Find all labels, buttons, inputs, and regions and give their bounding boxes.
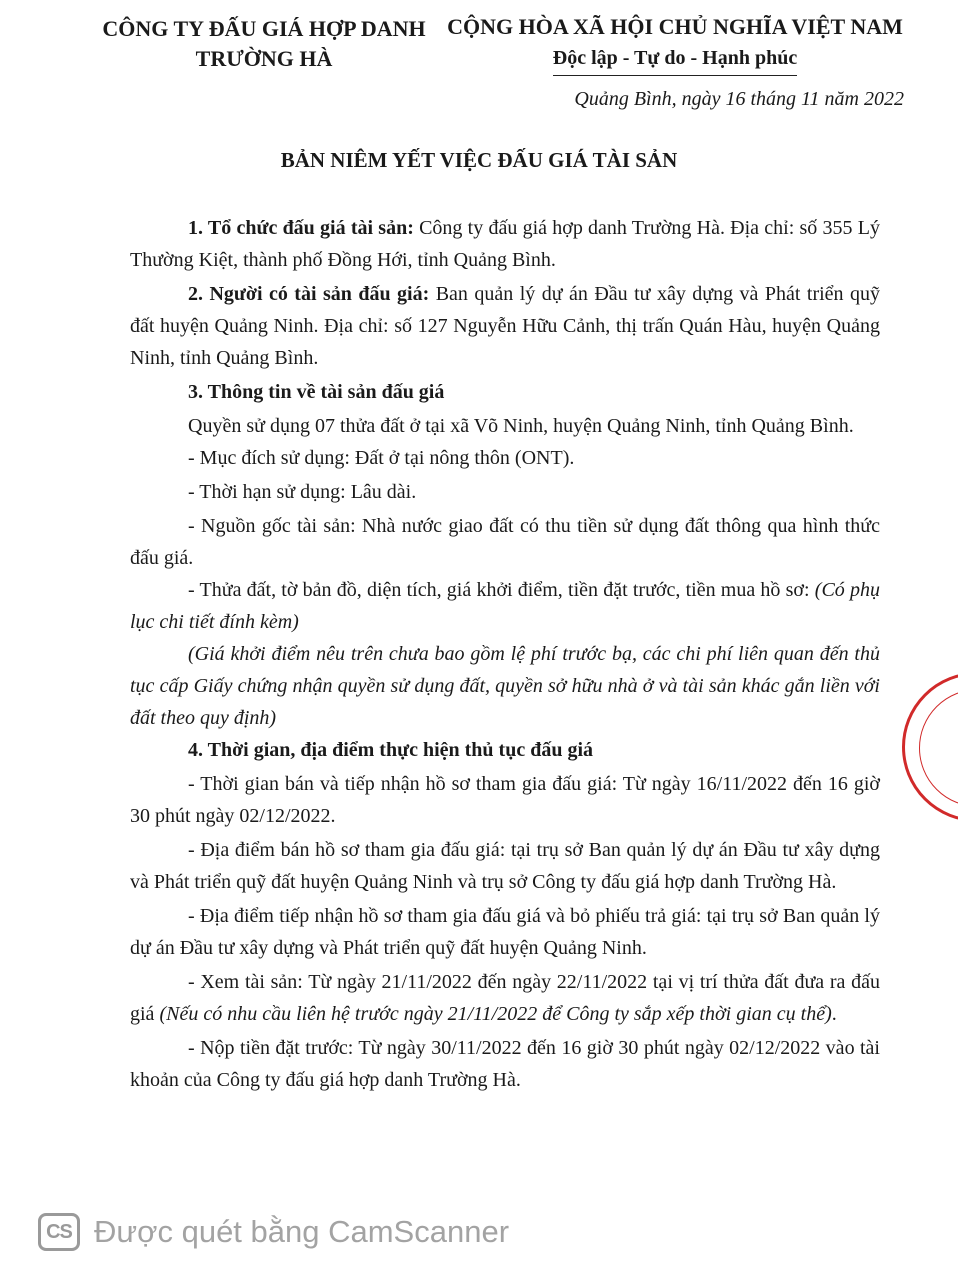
view-asset bbox=[130, 966, 880, 1030]
view-asset-end: . bbox=[831, 1003, 837, 1025]
section-1-label: 1. Tổ chức đấu giá tài sản: bbox=[188, 217, 414, 239]
view-asset-note: (Nếu có nhu cầu liên hệ trước ngày 21/11/2022 để Công ty sắp xếp thời gian cụ thể) bbox=[159, 1003, 832, 1025]
nation-name: CỘNG HÒA XÃ HỘI CHỦ NGHĨA VIỆT NAM bbox=[447, 14, 903, 39]
sale-time: - Thời gian bán và tiếp nhận hồ sơ tham gia đấu giá: Từ ngày 16/11/2022 đến 16 giờ 30 phút ngày 02/12/2022. bbox=[130, 773, 880, 827]
national-header bbox=[440, 12, 910, 76]
view-asset-text: - Xem tài sản: Từ ngày 21/11/2022 đến ngày 22/11/2022 tại vị trí thửa đất đưa ra đấu giá bbox=[130, 971, 880, 1025]
section-3-label: 3. Thông tin về tài sản đấu giá bbox=[188, 381, 445, 403]
section-1 bbox=[130, 212, 880, 276]
receive-place: - Địa điểm tiếp nhận hồ sơ tham gia đấu giá và bỏ phiếu trả giá: tại trụ sở Ban quản lý dự án Đầu tư xây dựng và Phát triển quỹ đất huyện Quảng Ninh. bbox=[130, 905, 880, 959]
scanner-watermark bbox=[38, 1208, 509, 1256]
asset-origin: - Nguồn gốc tài sản: Nhà nước giao đất có thu tiền sử dụng đất thông qua hình thức đấu giá. bbox=[130, 515, 880, 569]
motto: Độc lập - Tự do - Hạnh phúc bbox=[553, 43, 797, 76]
asset-parcels-note: (Có phụ lục chi tiết đính kèm) bbox=[130, 579, 880, 633]
deposit: - Nộp tiền đặt trước: Từ ngày 30/11/2022 đến 16 giờ 30 phút ngày 02/12/2022 vào tài khoản của Công ty đấu giá hợp danh Trường Hà. bbox=[130, 1037, 880, 1091]
asset-parcels-text: - Thửa đất, tờ bản đồ, diện tích, giá khởi điểm, tiền đặt trước, tiền mua hồ sơ: bbox=[188, 579, 815, 601]
section-2 bbox=[130, 278, 880, 374]
place-date: Quảng Bình, ngày 16 tháng 11 năm 2022 bbox=[574, 88, 904, 110]
section-1-text: Công ty đấu giá hợp danh Trường Hà. Địa chỉ: số 355 Lý Thường Kiệt, thành phố Đồng Hới, tỉnh Quảng Bình. bbox=[130, 217, 880, 271]
section-4-label: 4. Thời gian, địa điểm thực hiện thủ tục đấu giá bbox=[188, 739, 594, 761]
sale-place: - Địa điểm bán hồ sơ tham gia đấu giá: tại trụ sở Ban quản lý dự án Đầu tư xây dựng và Phát triển quỹ đất huyện Quảng Ninh và trụ sở Công ty đấu giá hợp danh Trường Hà. bbox=[130, 839, 880, 893]
org-name-line1: CÔNG TY ĐẤU GIÁ HỢP DANH bbox=[102, 16, 426, 41]
section-2-label: 2. Người có tài sản đấu giá: bbox=[188, 283, 430, 305]
camscanner-logo-icon: CS bbox=[38, 1213, 80, 1251]
asset-intro: Quyền sử dụng 07 thửa đất ở tại xã Võ Ninh, huyện Quảng Ninh, tỉnh Quảng Bình. bbox=[188, 415, 854, 437]
watermark-text: Được quét bằng CamScanner bbox=[94, 1214, 510, 1249]
section-2-text: Ban quản lý dự án Đầu tư xây dựng và Phát triển quỹ đất huyện Quảng Ninh. Địa chỉ: số 127 Nguyễn Hữu Cảnh, thị trấn Quán Hàu, huyện Quảng Ninh, tỉnh Quảng Bình. bbox=[130, 283, 880, 369]
asset-parcels bbox=[130, 574, 880, 638]
asset-term: - Thời hạn sử dụng: Lâu dài. bbox=[188, 481, 417, 503]
red-seal-inner-ring bbox=[919, 689, 958, 807]
document-title: BẢN NIÊM YẾT VIỆC ĐẤU GIÁ TÀI SẢN bbox=[280, 148, 678, 172]
org-name-line2: TRƯỜNG HÀ bbox=[195, 46, 333, 71]
document-body bbox=[130, 212, 880, 1096]
price-note: (Giá khởi điểm nêu trên chưa bao gồm lệ phí trước bạ, các chi phí liên quan đến thủ tục cấp Giấy chứng nhận quyền sử dụng đất, quyền sở hữu nhà ở và tài sản khác gắn liền với đất theo quy định) bbox=[130, 643, 880, 729]
organization-header bbox=[92, 14, 436, 74]
red-seal-stamp bbox=[902, 672, 958, 822]
asset-purpose: - Mục đích sử dụng: Đất ở tại nông thôn (ONT). bbox=[188, 447, 575, 469]
